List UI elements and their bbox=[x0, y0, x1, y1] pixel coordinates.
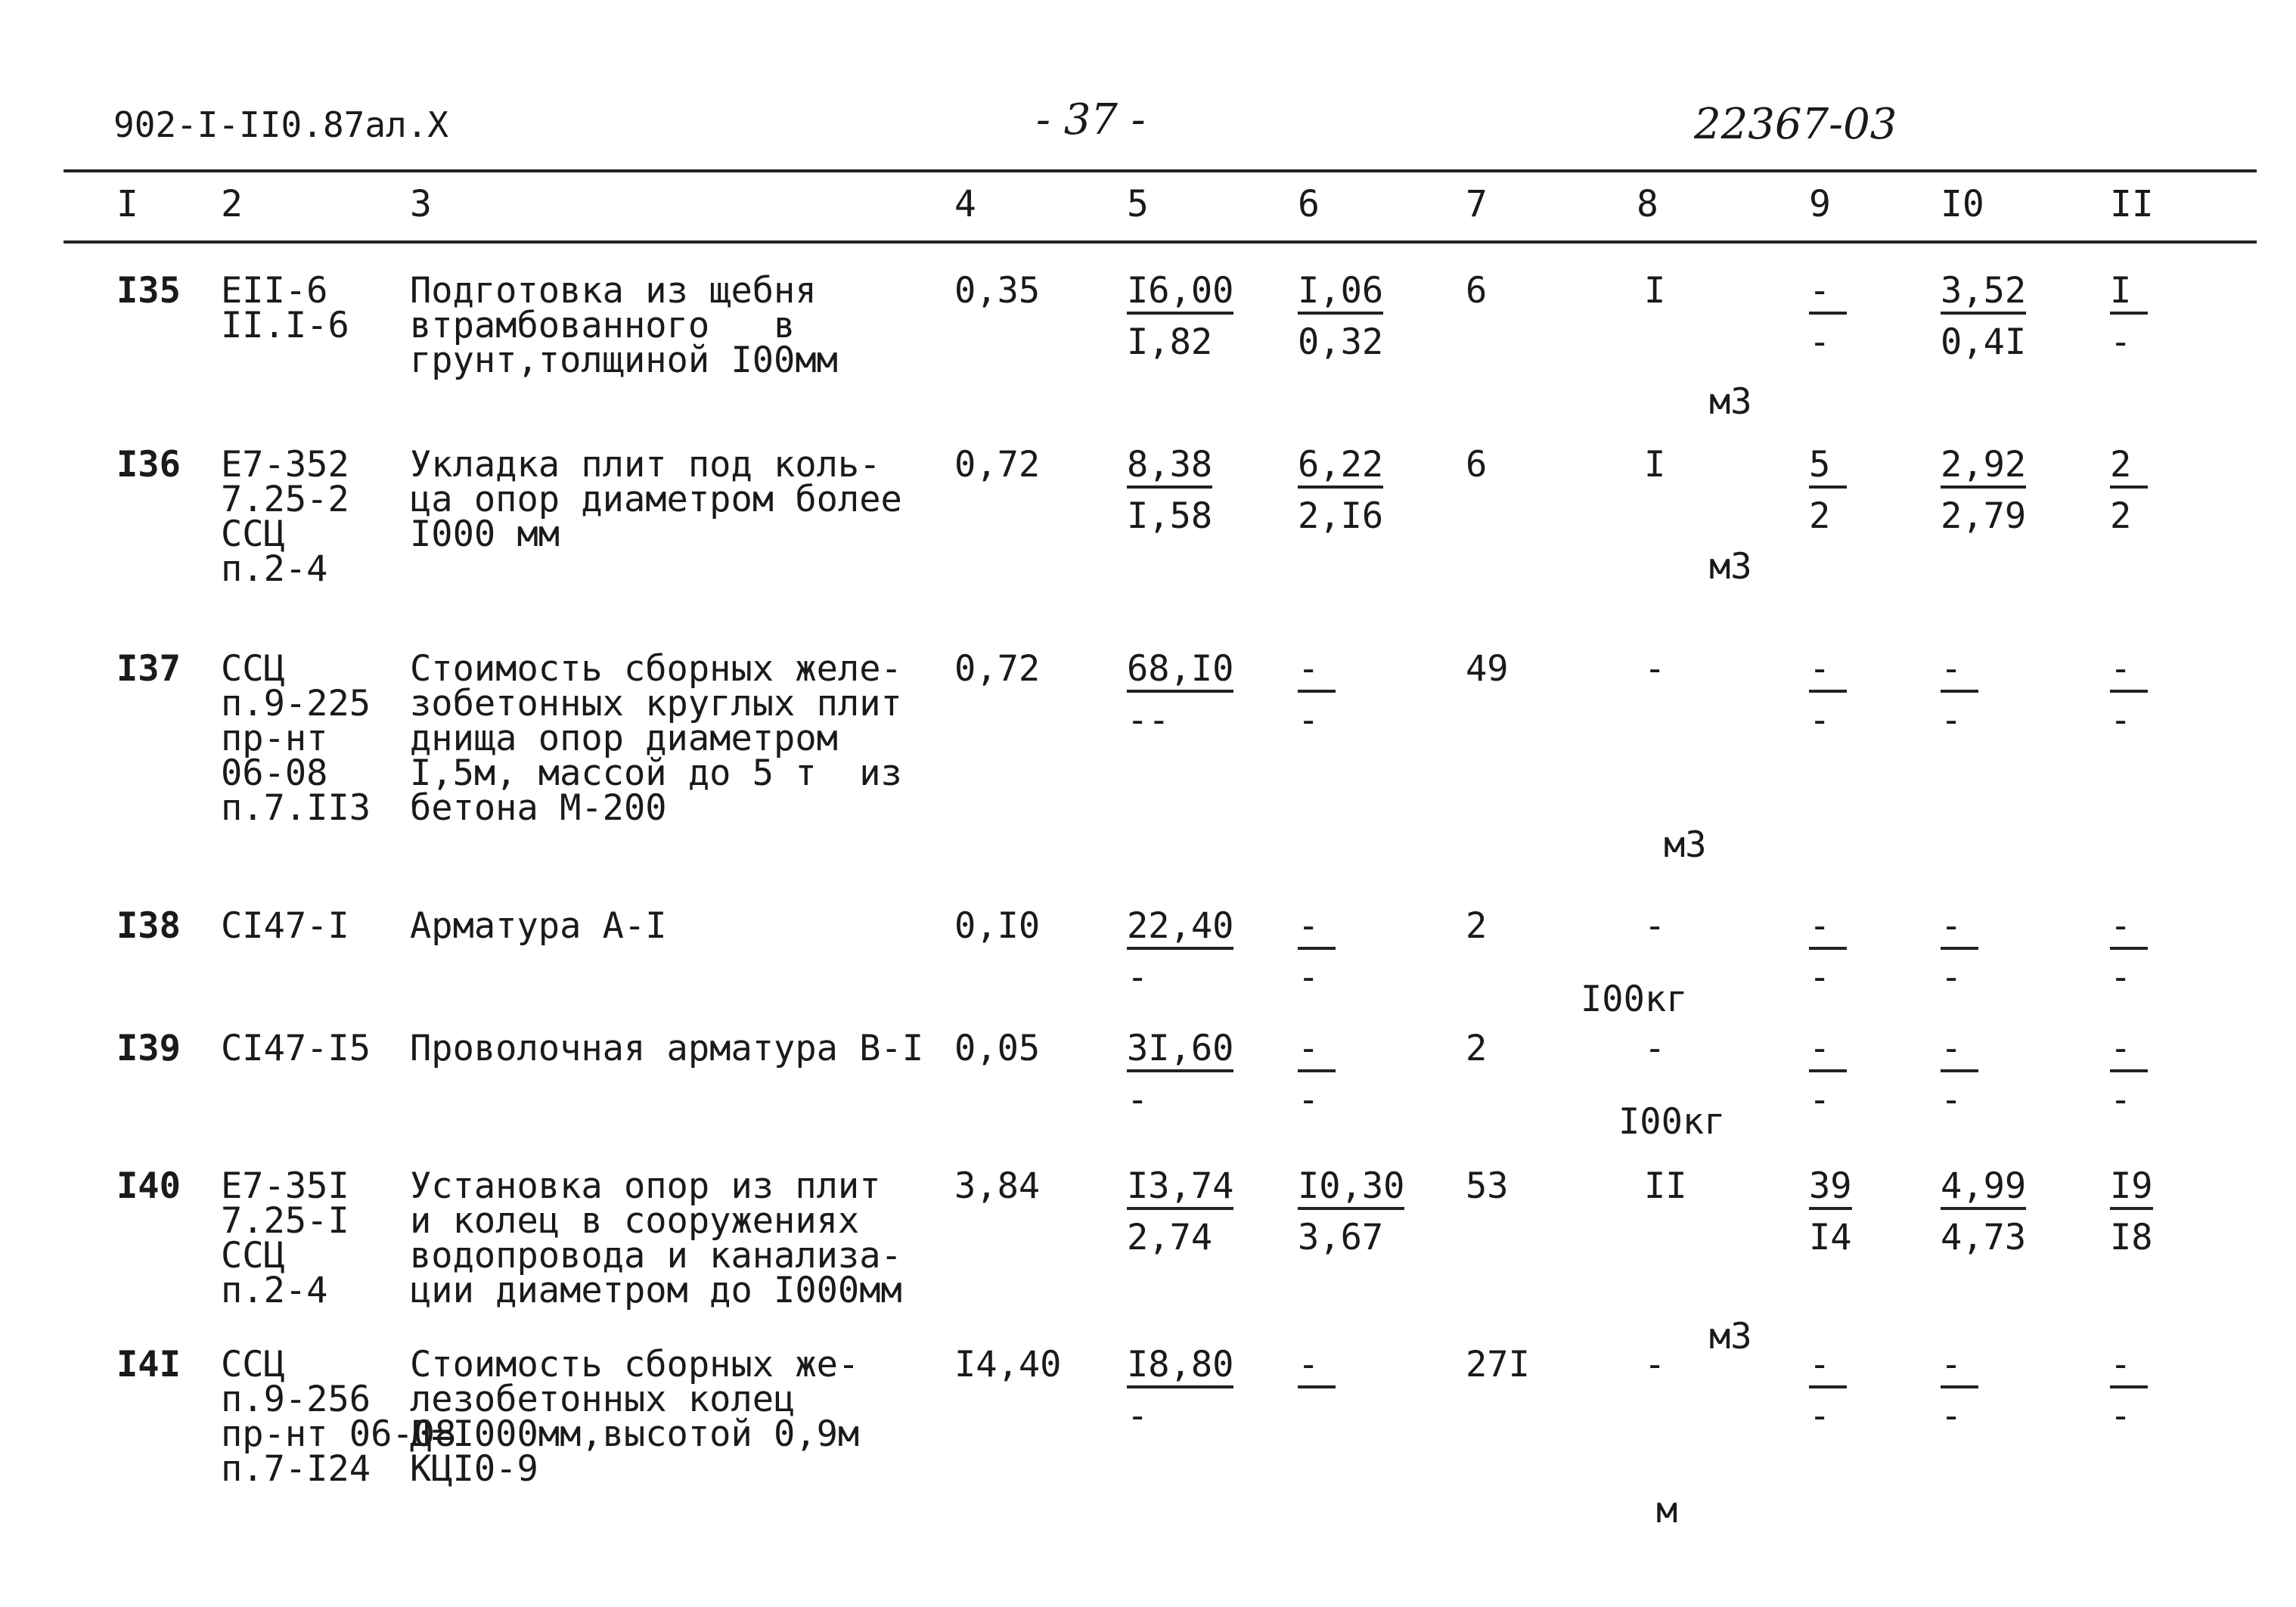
fraction-denominator: - bbox=[1941, 957, 1962, 998]
fraction-denominator: 2,79 bbox=[1941, 495, 2027, 537]
col-header-6: 6 bbox=[1298, 183, 1320, 225]
fraction-c5 bbox=[1127, 444, 1213, 537]
fraction-denominator: I4 bbox=[1809, 1217, 1852, 1258]
fraction-denominator: - bbox=[1809, 957, 1831, 998]
fraction-numerator: I9 bbox=[2110, 1169, 2153, 1210]
fraction-numerator: - bbox=[1941, 652, 1978, 693]
fraction-denominator: - bbox=[1809, 1079, 1831, 1121]
row-number: I4I bbox=[116, 1344, 181, 1385]
fraction-numerator: 39 bbox=[1809, 1169, 1852, 1210]
fraction-denominator: - bbox=[1298, 700, 1320, 741]
fraction-numerator: - bbox=[1809, 652, 1847, 693]
fraction-denominator: - bbox=[1809, 1395, 1831, 1437]
value-col8: I bbox=[1644, 270, 1666, 312]
quantity: 0,I0 bbox=[954, 905, 1041, 947]
row-number: I37 bbox=[116, 648, 181, 690]
work-description: Стоимость сборных же- лезобетонных колец Д=I000мм,высотой 0,9м КЦI0-9 bbox=[410, 1344, 860, 1490]
fraction-c6 bbox=[1298, 1344, 1336, 1435]
measure-unit: I00кг bbox=[1581, 979, 1688, 1020]
fraction-denominator bbox=[1298, 1388, 1336, 1435]
norm-code: CI47-I bbox=[221, 905, 349, 947]
fraction-numerator: - bbox=[1298, 1348, 1336, 1388]
fraction-denominator: 2 bbox=[1809, 495, 1831, 537]
fraction-c5 bbox=[1127, 1165, 1234, 1258]
quantity: 0,72 bbox=[954, 444, 1041, 486]
fraction-c10 bbox=[1941, 1165, 2027, 1258]
work-description: Арматура A-I bbox=[410, 905, 667, 947]
page-number: - 37 - bbox=[1036, 95, 1146, 144]
fraction-c5 bbox=[1127, 648, 1234, 741]
fraction-numerator: 5 bbox=[1809, 448, 1847, 489]
fraction-c11 bbox=[2110, 1344, 2148, 1437]
fraction-c9 bbox=[1809, 1028, 1847, 1121]
fraction-denominator: - bbox=[1941, 1079, 1962, 1121]
fraction-denominator: 0,4I bbox=[1941, 321, 2027, 363]
fraction-c6 bbox=[1298, 1165, 1405, 1258]
row-number: I36 bbox=[116, 444, 181, 486]
col-header-7: 7 bbox=[1466, 183, 1488, 225]
fraction-c10 bbox=[1941, 648, 1978, 741]
fraction-denominator: 2 bbox=[2110, 495, 2132, 537]
col-header-5: 5 bbox=[1127, 183, 1149, 225]
value-col8: - bbox=[1644, 1028, 1666, 1069]
measure-unit: м3 bbox=[1709, 381, 1752, 423]
fraction-numerator: - bbox=[1298, 652, 1336, 693]
fraction-numerator: - bbox=[1941, 1032, 1978, 1072]
fraction-c11 bbox=[2110, 270, 2148, 363]
work-description: Стоимость сборных желе- зобетонных круглых плит днища опор диаметром I,5м, массой до 5 т из бетона М-200 bbox=[410, 648, 902, 829]
header-rule bbox=[64, 240, 2257, 244]
fraction-denominator: - bbox=[2110, 1079, 2132, 1121]
fraction-c9 bbox=[1809, 1165, 1852, 1258]
row-number: I39 bbox=[116, 1028, 181, 1069]
fraction-numerator: 3I,60 bbox=[1127, 1032, 1233, 1072]
fraction-numerator: - bbox=[2110, 652, 2148, 693]
fraction-numerator: I6,00 bbox=[1127, 274, 1233, 315]
norm-code: ССЦ п.9-256 пр-нт 06-08 п.7-I24 bbox=[221, 1344, 457, 1490]
work-description: Проволочная арматура B-I bbox=[410, 1028, 924, 1069]
fraction-numerator: 2,92 bbox=[1941, 448, 2026, 489]
fraction-denominator: 0,32 bbox=[1298, 321, 1384, 363]
fraction-denominator: - bbox=[2110, 957, 2132, 998]
quantity: 0,35 bbox=[954, 270, 1041, 312]
fraction-c11 bbox=[2110, 1028, 2148, 1121]
norm-code: E7-352 7.25-2 ССЦ п.2-4 bbox=[221, 444, 349, 590]
fraction-numerator: - bbox=[2110, 909, 2148, 950]
value-col8: - bbox=[1644, 648, 1666, 690]
fraction-c6 bbox=[1298, 905, 1336, 998]
value-col7: 2 bbox=[1466, 905, 1488, 947]
fraction-denominator: - bbox=[1298, 957, 1320, 998]
top-rule bbox=[64, 169, 2257, 172]
measure-unit: м3 bbox=[1664, 824, 1707, 866]
fraction-c10 bbox=[1941, 905, 1978, 998]
row-number: I40 bbox=[116, 1165, 181, 1207]
quantity: I4,40 bbox=[954, 1344, 1062, 1385]
measure-unit: м bbox=[1656, 1490, 1678, 1531]
fraction-numerator: 4,99 bbox=[1941, 1169, 2026, 1210]
value-col7: 6 bbox=[1466, 444, 1488, 486]
fraction-denominator: 2,I6 bbox=[1298, 495, 1384, 537]
fraction-c5 bbox=[1127, 270, 1234, 363]
fraction-numerator: - bbox=[1809, 1348, 1847, 1388]
fraction-c5 bbox=[1127, 1028, 1234, 1121]
fraction-denominator: - bbox=[1298, 1079, 1320, 1121]
doc-number: 22367-03 bbox=[1694, 100, 1897, 149]
fraction-denominator: I,58 bbox=[1127, 495, 1213, 537]
fraction-numerator: - bbox=[1298, 1032, 1336, 1072]
fraction-denominator: -- bbox=[1127, 700, 1170, 741]
fraction-c10 bbox=[1941, 1344, 1978, 1437]
fraction-c6 bbox=[1298, 648, 1336, 741]
fraction-c6 bbox=[1298, 1028, 1336, 1121]
row-number: I35 bbox=[116, 270, 181, 312]
value-col8: - bbox=[1644, 905, 1666, 947]
fraction-denominator: - bbox=[1941, 700, 1962, 741]
fraction-numerator: - bbox=[1809, 274, 1847, 315]
fraction-c6 bbox=[1298, 444, 1384, 537]
norm-code: ССЦ п.9-225 пр-нт 06-08 п.7.II3 bbox=[221, 648, 371, 829]
fraction-c11 bbox=[2110, 905, 2148, 998]
value-col7: 53 bbox=[1466, 1165, 1509, 1207]
fraction-numerator: - bbox=[1809, 1032, 1847, 1072]
fraction-c9 bbox=[1809, 1344, 1847, 1437]
fraction-c11 bbox=[2110, 1165, 2153, 1258]
fraction-denominator: 2,74 bbox=[1127, 1217, 1213, 1258]
row-number: I38 bbox=[116, 905, 181, 947]
fraction-numerator: - bbox=[1809, 909, 1847, 950]
fraction-denominator: 4,73 bbox=[1941, 1217, 2027, 1258]
col-header-11: II bbox=[2110, 183, 2154, 225]
norm-code: E7-35I 7.25-I ССЦ п.2-4 bbox=[221, 1165, 349, 1311]
fraction-numerator: I,06 bbox=[1298, 274, 1383, 315]
fraction-denominator: - bbox=[1941, 1395, 1962, 1437]
fraction-numerator: - bbox=[2110, 1032, 2148, 1072]
fraction-numerator: - bbox=[2110, 1348, 2148, 1388]
fraction-denominator: - bbox=[2110, 700, 2132, 741]
col-header-10: I0 bbox=[1941, 183, 1984, 225]
fraction-denominator: 3,67 bbox=[1298, 1217, 1384, 1258]
fraction-numerator: 22,40 bbox=[1127, 909, 1233, 950]
col-header-4: 4 bbox=[954, 183, 976, 225]
fraction-numerator: - bbox=[1941, 909, 1978, 950]
fraction-numerator: 8,38 bbox=[1127, 448, 1212, 489]
fraction-denominator: - bbox=[2110, 321, 2132, 363]
fraction-c5 bbox=[1127, 905, 1234, 998]
value-col8: II bbox=[1644, 1165, 1687, 1207]
fraction-numerator: 68,I0 bbox=[1127, 652, 1233, 693]
value-col8: - bbox=[1644, 1344, 1666, 1385]
fraction-c10 bbox=[1941, 444, 2027, 537]
fraction-denominator: I8 bbox=[2110, 1217, 2153, 1258]
quantity: 0,72 bbox=[954, 648, 1041, 690]
fraction-denominator: - bbox=[1809, 321, 1831, 363]
value-col7: 6 bbox=[1466, 270, 1488, 312]
fraction-c10 bbox=[1941, 1028, 1978, 1121]
fraction-numerator: I3,74 bbox=[1127, 1169, 1233, 1210]
fraction-c10 bbox=[1941, 270, 2027, 363]
col-header-9: 9 bbox=[1809, 183, 1831, 225]
col-header-2: 2 bbox=[221, 183, 243, 225]
fraction-c9 bbox=[1809, 648, 1847, 741]
value-col7: 27I bbox=[1466, 1344, 1530, 1385]
norm-code: EII-6 II.I-6 bbox=[221, 270, 349, 346]
col-header-1: I bbox=[116, 183, 138, 225]
fraction-denominator: - bbox=[2110, 1395, 2132, 1437]
fraction-c9 bbox=[1809, 905, 1847, 998]
fraction-numerator: 3,52 bbox=[1941, 274, 2026, 315]
fraction-numerator: 2 bbox=[2110, 448, 2148, 489]
fraction-numerator: I0,30 bbox=[1298, 1169, 1404, 1210]
quantity: 0,05 bbox=[954, 1028, 1041, 1069]
fraction-denominator: - bbox=[1127, 957, 1149, 998]
col-header-3: 3 bbox=[410, 183, 432, 225]
fraction-numerator: - bbox=[1298, 909, 1336, 950]
measure-unit: м3 bbox=[1709, 546, 1752, 588]
fraction-c11 bbox=[2110, 444, 2148, 537]
measure-unit: м3 bbox=[1709, 1316, 1752, 1357]
norm-code: CI47-I5 bbox=[221, 1028, 371, 1069]
value-col7: 2 bbox=[1466, 1028, 1488, 1069]
measure-unit: I00кг bbox=[1618, 1101, 1726, 1143]
work-description: Укладка плит под коль- ца опор диаметром более I000 мм bbox=[410, 444, 902, 555]
work-description: Установка опор из плит и колец в сооружениях водопровода и канализа- ции диаметром до I000мм bbox=[410, 1165, 902, 1311]
fraction-numerator: I bbox=[2110, 274, 2148, 315]
fraction-c9 bbox=[1809, 270, 1847, 363]
col-header-8: 8 bbox=[1637, 183, 1658, 225]
value-col7: 49 bbox=[1466, 648, 1509, 690]
value-col8: I bbox=[1644, 444, 1666, 486]
fraction-c11 bbox=[2110, 648, 2148, 741]
work-description: Подготовка из щебня втрамбованного в грунт,толщиной I00мм bbox=[410, 270, 838, 381]
fraction-denominator: - bbox=[1809, 700, 1831, 741]
fraction-numerator: 6,22 bbox=[1298, 448, 1383, 489]
fraction-c6 bbox=[1298, 270, 1384, 363]
fraction-c5 bbox=[1127, 1344, 1234, 1437]
fraction-denominator: - bbox=[1127, 1395, 1149, 1437]
fraction-numerator: I8,80 bbox=[1127, 1348, 1233, 1388]
fraction-denominator: I,82 bbox=[1127, 321, 1213, 363]
doc-code: 902-I-II0.87ал.X bbox=[113, 104, 449, 145]
fraction-numerator: - bbox=[1941, 1348, 1978, 1388]
quantity: 3,84 bbox=[954, 1165, 1041, 1207]
fraction-c9 bbox=[1809, 444, 1847, 537]
fraction-denominator: - bbox=[1127, 1079, 1149, 1121]
